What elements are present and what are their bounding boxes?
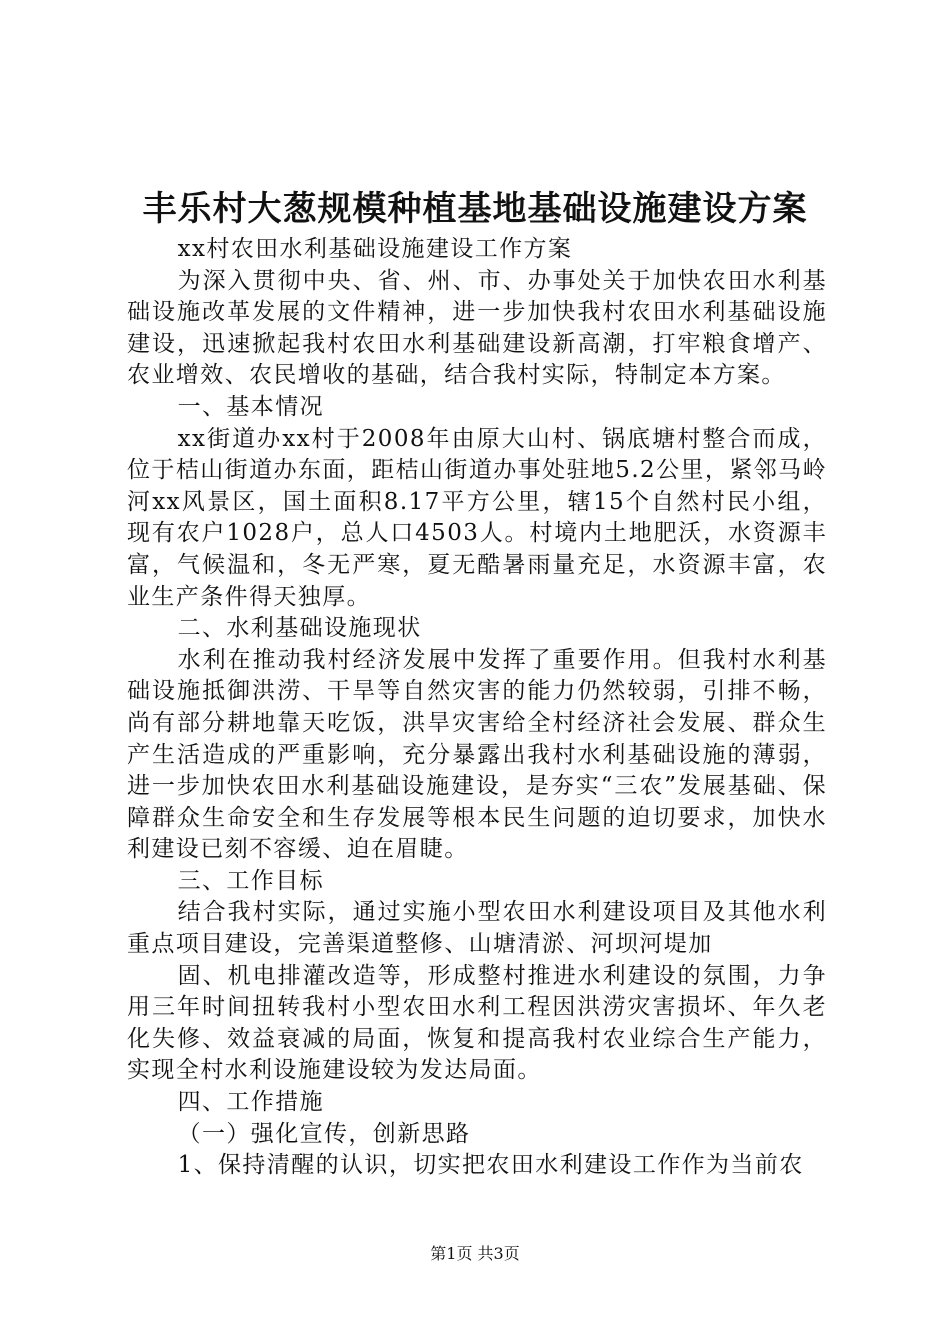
- heading-infrastructure-status: 二、水利基础设施现状: [177, 615, 422, 642]
- document-body: [127, 234, 827, 1182]
- paragraph-basic-situation: xx街道办xx村于2008年由原大山村、锅底塘村整合而成，位于桔山街道办东面，距桔山街道办事处驻地5.2公里，紧邻马岭河xx风景区，国土面积8.17平方公里，辖15个自然村民小组，现有农户1028户，总人口4503人。村境内土地肥沃，水资源丰富，气候温和，冬无严寒，夏无酷暑雨量充足，水资源丰富，农业生产条件得天独厚。: [127, 425, 827, 610]
- heading-work-measures: 四、工作措施: [177, 1089, 324, 1116]
- paragraph-subtitle: xx村农田水利基础设施建设工作方案: [177, 236, 573, 262]
- heading-work-goals: 三、工作目标: [177, 867, 324, 894]
- paragraph-intro: 为深入贯彻中央、省、州、市、办事处关于加快农田水利基础设施改革发展的文件精神，进一步加快我村农田水利基础设施建设，迅速掀起我村农田水利基础建设新高潮，打牢粮食增产、农业增效、农民增收的基础，结合我村实际，特制定本方案。: [127, 267, 827, 389]
- paragraph-work-goals-part2: 固、机电排灌改造等，形成整村推进水利建设的氛围，力争用三年时间扭转我村小型农田水利工程因洪涝灾害损坏、年久老化失修、效益衰减的局面，恢复和提高我村农业综合生产能力，实现全村水利设施建设较为发达局面。: [127, 962, 827, 1084]
- paragraph-infrastructure-status: 水利在推动我村经济发展中发挥了重要作用。但我村水利基础设施抵御洪涝、干旱等自然灾害的能力仍然较弱，引排不畅，尚有部分耕地靠天吃饭，洪旱灾害给全村经济社会发展、群众生产生活造成的严重影响，充分暴露出我村水利基础设施的薄弱，进一步加快农田水利基础设施建设，是夯实“三农”发展基础、保障群众生命安全和生存发展等根本民生问题的迫切要求，加快水利建设已刻不容缓、迫在眉睫。: [127, 646, 827, 863]
- heading-basic-situation: 一、基本情况: [177, 393, 324, 420]
- paragraph-work-goals-part1: 结合我村实际，通过实施小型农田水利建设项目及其他水利重点项目建设，完善渠道整修、山塘清淤、河坝河堤加: [127, 899, 827, 958]
- paragraph-measure-1: 1、保持清醒的认识，切实把农田水利建设工作作为当前农: [177, 1152, 804, 1179]
- subheading-publicity: （一）强化宣传，创新思路: [177, 1120, 471, 1147]
- page-number-footer: 第1页 共3页: [430, 1244, 520, 1263]
- document-title: 丰乐村大葱规模种植基地基础设施建设方案: [142, 189, 808, 229]
